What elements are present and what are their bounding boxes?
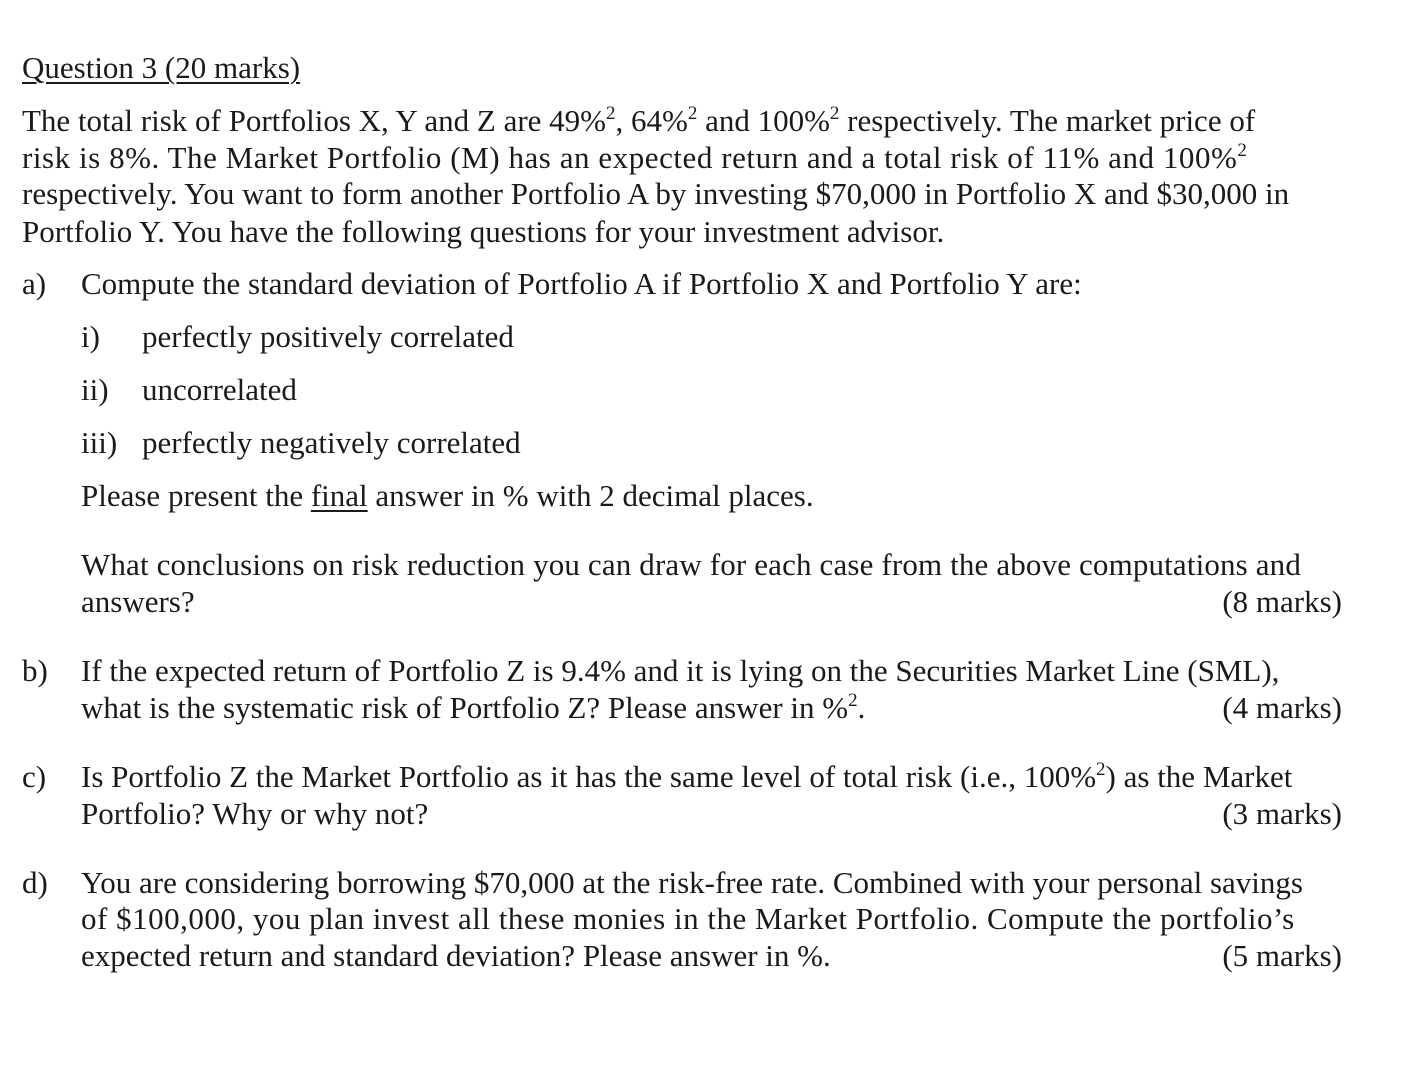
- question-title: Question 3 (20 marks): [22, 50, 301, 85]
- part-a-item-3-text: perfectly negatively correlated: [142, 425, 521, 460]
- intro-line-1: [22, 103, 1342, 139]
- part-a-conclusion-line-1: What conclusions on risk reduction you can draw for each case from the above computations and: [81, 547, 1301, 582]
- part-a-item-1-text: perfectly positively correlated: [142, 319, 514, 354]
- part-b-line-1: If the expected return of Portfolio Z is 9.4% and it is lying on the Securities Market Line (SML),: [81, 653, 1280, 688]
- part-a-item-2-text: uncorrelated: [142, 372, 297, 407]
- part-b-line-2: what is the systematic risk of Portfolio Z? Please answer in %$^2$.: [81, 690, 866, 725]
- part-d-line-2: of $100,000, you plan invest all these monies in the Market Portfolio. Compute the portfolio’s: [81, 901, 1295, 936]
- part-a-item-3-label: iii): [81, 425, 118, 460]
- part-a-text: Compute the standard deviation of Portfolio A if Portfolio X and Portfolio Y are:: [81, 266, 1082, 301]
- part-c-line-1: Is Portfolio Z the Market Portfolio as it has the same level of total risk (i.e., 100%$^2$) as the Market: [81, 759, 1293, 794]
- part-a-present-instruction: Please present the final answer in % with 2 decimal places.: [81, 478, 814, 513]
- part-c-line-2: Portfolio? Why or why not?: [81, 796, 429, 831]
- part-a-item-2-label: ii): [81, 372, 109, 407]
- intro-line-1-text: The total risk of Portfolios X, Y and Z are 49%$^2$, 64%$^2$ and 100%$^2$ respectively. The market price of: [22, 103, 1256, 138]
- part-c-label: c): [22, 759, 47, 794]
- part-d-line-3: expected return and standard deviation? Please answer in %.: [81, 938, 831, 973]
- part-a-label: a): [22, 266, 47, 301]
- part-c-marks: (3 marks): [1222, 796, 1342, 831]
- part-a-item-1-label: i): [81, 319, 100, 354]
- part-b-marks: (4 marks): [1222, 690, 1342, 725]
- intro-line-2: risk is 8%. The Market Portfolio (M) has an expected return and a total risk of 11% and 100%$^2$: [22, 140, 1248, 175]
- final-underlined: final: [310, 478, 368, 513]
- part-d-label: d): [22, 865, 48, 900]
- intro-line-3: respectively. You want to form another Portfolio A by investing $70,000 in Portfolio X and $30,000 in: [22, 176, 1290, 211]
- intro-line-4: Portfolio Y. You have the following questions for your investment advisor.: [22, 214, 945, 249]
- part-d-marks: (5 marks): [1222, 938, 1342, 973]
- part-a-conclusion-line-2: answers?: [81, 584, 195, 619]
- part-a-marks: (8 marks): [1222, 584, 1342, 619]
- part-b-label: b): [22, 653, 48, 688]
- part-d-line-1: You are considering borrowing $70,000 at the risk-free rate. Combined with your personal savings: [81, 865, 1303, 900]
